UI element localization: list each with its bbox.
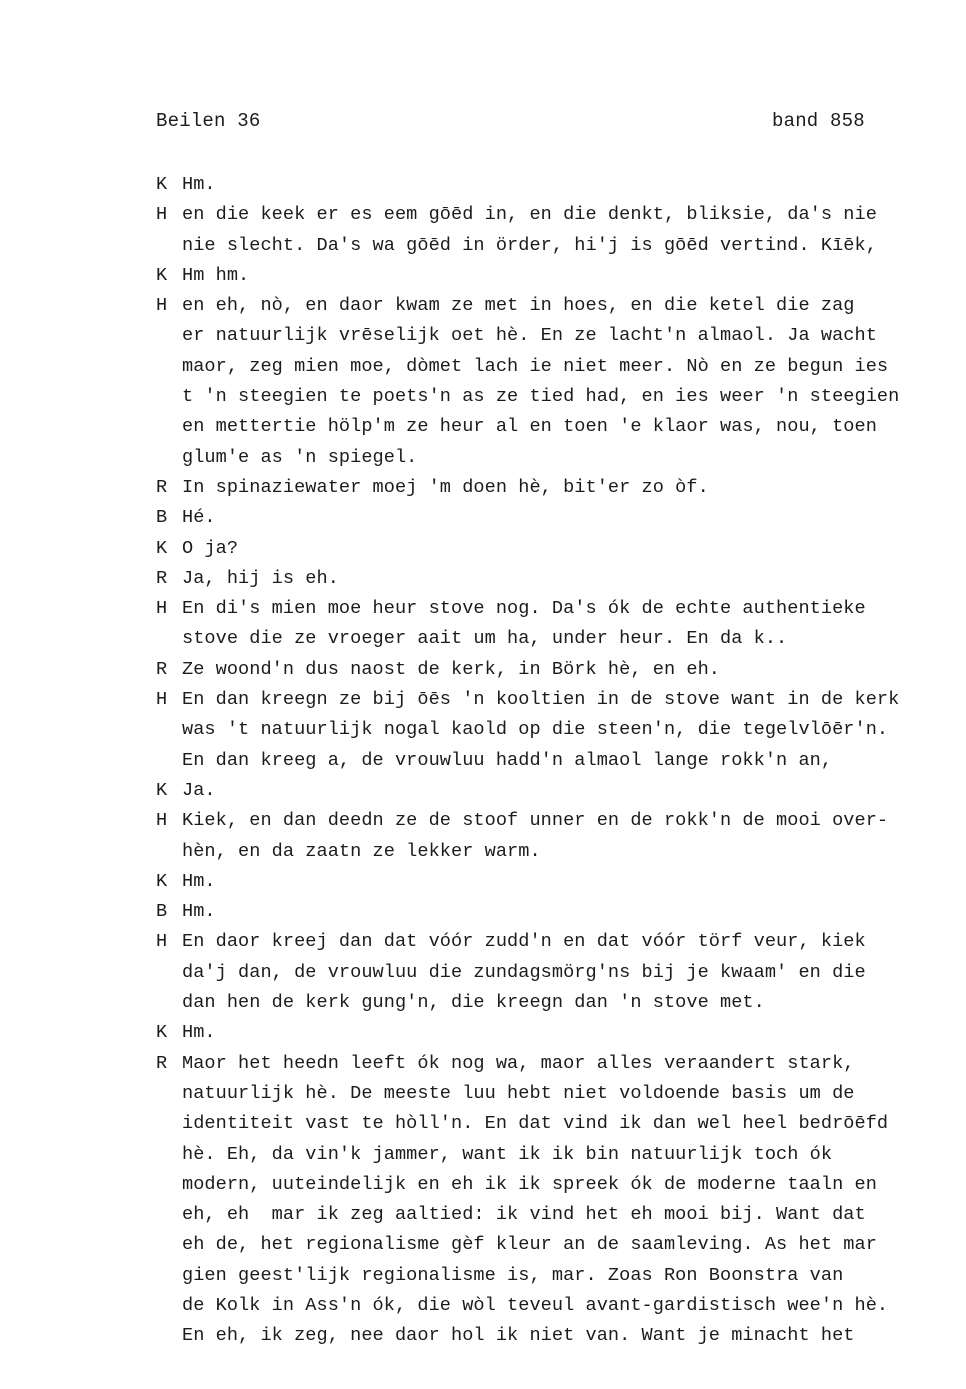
transcript-line: identiteit vast te hòll'n. En dat vind ik dan wel heel bedrōēfd <box>182 1113 889 1135</box>
turn-text <box>182 897 961 927</box>
transcript-line: natuurlijk hè. De meeste luu hebt niet voldoende basis um de <box>182 1082 855 1104</box>
speaker-turn <box>156 170 961 200</box>
transcript-line: Hm hm. <box>182 264 250 286</box>
turn-text <box>182 503 961 533</box>
transcript-line: hèn, en da zaatn ze lekker warm. <box>182 840 541 862</box>
speaker-turn <box>156 655 961 685</box>
transcript-line: dan hen de kerk gung'n, die kreegn dan 'n stove met. <box>182 992 765 1014</box>
transcript-line: Ze woond'n dus naost de kerk, in Börk hè, en eh. <box>182 658 720 680</box>
transcript-line: er natuurlijk vrēselijk oet hè. En ze lacht'n almaol. Ja wacht <box>182 325 877 347</box>
speaker-initial: H <box>156 810 168 832</box>
transcript-line: Hm. <box>182 901 216 923</box>
turn-text <box>182 1018 961 1048</box>
speaker-initial: H <box>156 204 168 226</box>
turn-text <box>182 564 961 594</box>
transcript-line: de Kolk in Ass'n ók, die wòl teveul avant-gardistisch wee'n hè. <box>182 1294 889 1316</box>
turn-text <box>182 867 961 897</box>
speaker-turn <box>156 776 961 806</box>
speaker-turn <box>156 594 961 655</box>
transcript-line: Hm. <box>182 870 216 892</box>
transcript-line: en mettertie hölp'm ze heur al en toen 'e klaor was, nou, toen <box>182 416 877 438</box>
speaker-initial: H <box>156 931 168 953</box>
transcript-line: Maor het heedn leeft ók nog wa, maor alles veraandert stark, <box>182 1052 855 1074</box>
speaker-turn <box>156 806 961 867</box>
turn-text <box>182 776 961 806</box>
transcript-line: Hm. <box>182 1022 216 1044</box>
speaker-initial: H <box>156 295 168 317</box>
turn-text <box>182 927 961 1018</box>
transcript-line: modern, uuteindelijk en eh ik ik spreek ók de moderne taaln en <box>182 1173 877 1195</box>
turn-text <box>182 473 961 503</box>
speaker-initial: K <box>156 174 168 195</box>
header-tape-number: band 858 <box>772 110 865 132</box>
speaker-initial: R <box>156 567 168 589</box>
header-location: Beilen 36 <box>156 110 261 132</box>
transcript-line: En dan kreegn ze bij ōēs 'n kooltien in de stove want in de kerk <box>182 689 900 711</box>
transcript-body <box>156 170 961 1352</box>
transcript-line: glum'e as 'n spiegel. <box>182 446 418 468</box>
transcript-line: En dan kreeg a, de vrouwluu hadd'n almaol lange rokk'n an, <box>182 749 833 771</box>
speaker-initial: K <box>156 870 168 892</box>
turn-text <box>182 685 961 776</box>
speaker-initial: K <box>156 537 168 559</box>
speaker-initial: R <box>156 658 168 680</box>
turn-text <box>182 170 961 200</box>
speaker-initial: K <box>156 1022 168 1044</box>
transcript-line: En eh, ik zeg, nee daor hol ik niet van. Want je minacht het <box>182 1325 855 1347</box>
transcript-line: da'j dan, de vrouwluu die zundagsmörg'ns bij je kwaam' en die <box>182 961 866 983</box>
speaker-turn <box>156 291 961 473</box>
transcript-line: stove die ze vroeger aait um ha, under heur. En da k.. <box>182 628 788 650</box>
transcript-line: t 'n steegien te poets'n as ze tied had, en ies weer 'n steegien <box>182 386 900 408</box>
speaker-turn <box>156 473 961 503</box>
speaker-turn <box>156 927 961 1018</box>
speaker-turn <box>156 867 961 897</box>
transcript-line: was 't natuurlijk nogal kaold op die steen'n, die tegelvlōēr'n. <box>182 719 889 741</box>
transcript-line: hè. Eh, da vin'k jammer, want ik ik bin natuurlijk toch ók <box>182 1143 833 1165</box>
speaker-initial: B <box>156 507 168 529</box>
speaker-turn <box>156 534 961 564</box>
turn-text <box>182 1049 961 1352</box>
turn-text <box>182 261 961 291</box>
transcript-line: nie slecht. Da's wa gōēd in örder, hi'j is gōēd vertind. Kīēk, <box>182 234 877 256</box>
speaker-initial: R <box>156 1052 168 1074</box>
speaker-initial: K <box>156 779 168 801</box>
speaker-initial: K <box>156 264 168 286</box>
transcript-line: en eh, nò, en daor kwam ze met in hoes, en die ketel die zag <box>182 295 855 317</box>
transcript-line: Hé. <box>182 507 216 529</box>
speaker-turn <box>156 897 961 927</box>
speaker-turn <box>156 564 961 594</box>
speaker-turn <box>156 1049 961 1352</box>
speaker-initial: R <box>156 476 168 498</box>
turn-text <box>182 534 961 564</box>
turn-text <box>182 806 961 867</box>
speaker-initial: H <box>156 689 168 711</box>
turn-text <box>182 594 961 655</box>
speaker-initial: H <box>156 598 168 620</box>
turn-text <box>182 291 961 473</box>
transcript-line: En daor kreej dan dat vóór zudd'n en dat vóór törf veur, kiek <box>182 931 866 953</box>
transcript-line: Kiek, en dan deedn ze de stoof unner en de rokk'n de mooi over- <box>182 810 889 832</box>
speaker-turn <box>156 1018 961 1048</box>
speaker-initial: B <box>156 901 168 923</box>
transcript-line: eh, eh mar ik zeg aaltied: ik vind het eh mooi bij. Want dat <box>182 1204 866 1226</box>
transcript-line: In spinaziewater moej 'm doen hè, bit'er zo òf. <box>182 476 709 498</box>
speaker-turn <box>156 503 961 533</box>
transcript-line: en die keek er es eem gōēd in, en die denkt, bliksie, da's nie <box>182 204 877 226</box>
transcript-line: eh de, het regionalisme gèf kleur an de saamleving. As het mar <box>182 1234 877 1256</box>
transcript-line: Ja. <box>182 779 216 801</box>
turn-text <box>182 200 961 261</box>
transcript-line: Hm. <box>182 174 216 195</box>
turn-text <box>182 655 961 685</box>
speaker-turn <box>156 261 961 291</box>
transcript-line: Ja, hij is eh. <box>182 567 339 589</box>
transcript-line: gien geest'lijk regionalisme is, mar. Zoas Ron Boonstra van <box>182 1264 844 1286</box>
speaker-turn <box>156 685 961 776</box>
transcript-line: maor, zeg mien moe, dòmet lach ie niet meer. Nò en ze begun ies <box>182 355 889 377</box>
transcript-line: O ja? <box>182 537 239 559</box>
speaker-turn <box>156 200 961 261</box>
transcript-line: En di's mien moe heur stove nog. Da's ók de echte authentieke <box>182 598 866 620</box>
